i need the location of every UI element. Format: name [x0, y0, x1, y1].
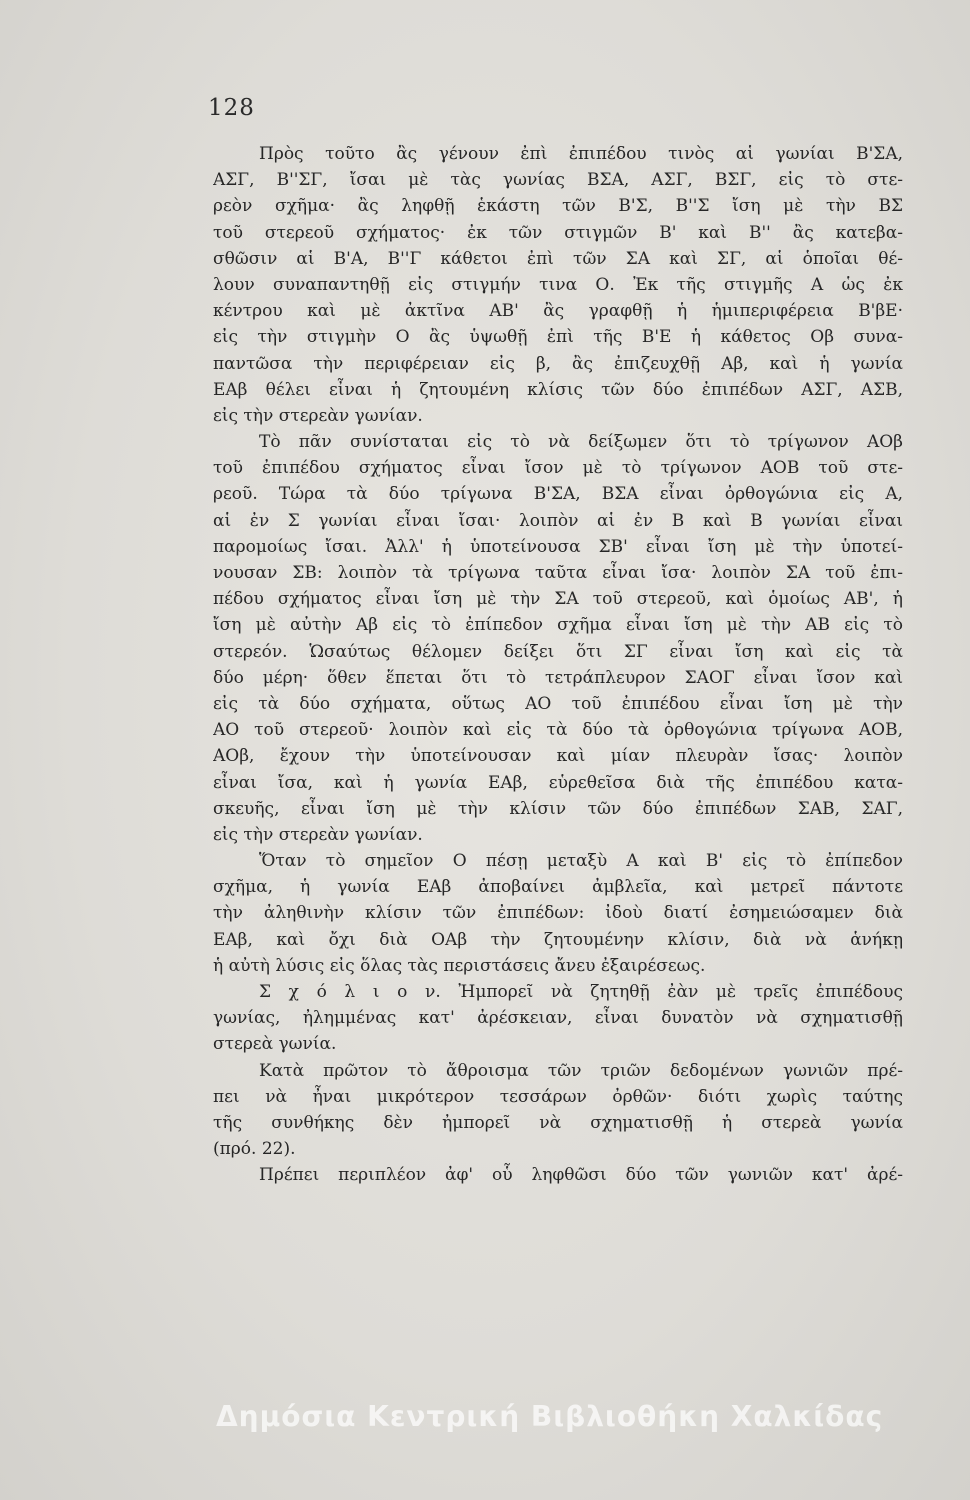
text-line: τοῦ ἐπιπέδου σχήματος εἶναι ἴσον μὲ τὸ τρίγωνον ΑΟΒ τοῦ στε- — [213, 458, 903, 479]
text-line: σκευῆς, εἶναι ἴση μὲ τὴν κλίσιν τῶν δύο ἐπιπέδων ΣΑΒ, ΣΑΓ, — [213, 798, 903, 819]
text-line: ΑΟ τοῦ στερεοῦ· λοιπὸν καὶ εἰς τὰ δύο τὰ ὀρθογώνια τρίγωνα ΑΟΒ, — [213, 720, 903, 741]
text-line: γωνίας, ἠλημμένας κατ' ἀρέσκειαν, εἶναι δυνατὸν νὰ σχηματισθῇ — [213, 1008, 903, 1029]
text-line: εἰς τὰ δύο σχήματα, οὕτως ΑΟ τοῦ ἐπιπέδου εἶναι ἴση μὲ τὴν — [213, 693, 903, 714]
text-line: στερεὰ γωνία. — [213, 1034, 337, 1055]
text-line: Τὸ πᾶν συνίσταται εἰς τὸ νὰ δείξωμεν ὅτι τὸ τρίγωνον ΑΟβ — [259, 432, 903, 453]
text-line: παρομοίως ἴσαι. Ἀλλ' ἡ ὑποτείνουσα ΣΒ' εἶναι ἴση μὲ τὴν ὑποτεί- — [213, 536, 903, 557]
text-line: τὴν ἀληθινὴν κλίσιν τῶν ἐπιπέδων: ἰδοὺ διατί ἐσημειώσαμεν διὰ — [213, 903, 903, 924]
text-line: Ὅταν τὸ σημεῖον Ο πέσῃ μεταξὺ Α καὶ Β' εἰς τὸ ἐπίπεδον — [259, 851, 903, 872]
text-line: αἱ ἐν Σ γωνίαι εἶναι ἴσαι· λοιπὸν αἱ ἐν Β καὶ Β γωνίαι εἶναι — [213, 510, 903, 531]
text-line: παντῶσα τὴν περιφέρειαν εἰς β, ἂς ἐπιζευχθῇ Αβ, καὶ ἡ γωνία — [213, 353, 903, 374]
text-line: δύο μέρη· ὅθεν ἕπεται ὅτι τὸ τετράπλευρον ΣΑΟΓ εἶναι ἴσον καὶ — [213, 667, 903, 688]
text-line: εἶναι ἴσα, καὶ ἡ γωνία ΕΑβ, εὑρεθεῖσα διὰ τῆς ἐπιπέδου κατα- — [213, 772, 903, 793]
text-line: εἰς τὴν στερεὰν γωνίαν. — [213, 405, 423, 426]
text-line: ΑΟβ, ἔχουν τὴν ὑποτείνουσαν καὶ μίαν πλευρὰν ἴσας· λοιπὸν — [213, 746, 903, 767]
text-line: ρεὸν σχῆμα· ἂς ληφθῇ ἑκάστη τῶν Β'Σ, Β''Σ ἴση μὲ τὴν ΒΣ — [213, 196, 903, 217]
text-line: ΑΣΓ, Β''ΣΓ, ἴσαι μὲ τὰς γωνίας ΒΣΑ, ΑΣΓ, ΒΣΓ, εἰς τὸ στε- — [213, 170, 903, 191]
text-line: ἡ αὐτὴ λύσις εἰς ὅλας τὰς περιστάσεις ἄνευ ἐξαιρέσεως. — [213, 955, 706, 976]
text-line: ΕΑβ θέλει εἶναι ἡ ζητουμένη κλίσις τῶν δύο ἐπιπέδων ΑΣΓ, ΑΣΒ, — [213, 379, 903, 400]
text-line: Πρὸς τοῦτο ἂς γένουν ἐπὶ ἐπιπέδου τινὸς αἱ γωνίαι Β'ΣΑ, — [259, 144, 903, 164]
text-line: Σ χ ό λ ι ο ν. Ἠμπορεῖ νὰ ζητηθῇ ἐὰν μὲ τρεῖς ἐπιπέδους — [259, 982, 903, 1002]
text-line: σχῆμα, ἡ γωνία ΕΑβ ἀποβαίνει ἀμβλεῖα, καὶ μετρεῖ πάντοτε — [213, 877, 903, 898]
text-line: εἰς τὴν στερεὰν γωνίαν. — [213, 824, 423, 845]
text-line: εἰς τὴν στιγμὴν Ο ἂς ὑψωθῇ ἐπὶ τῆς Β'Ε ἡ κάθετος Οβ συνα- — [213, 327, 903, 348]
text-line: ΕΑβ, καὶ ὄχι διὰ ΟΑβ τὴν ζητουμένην κλίσιν, διὰ νὰ ἁνήκῃ — [213, 929, 903, 950]
text-line: ἴση μὲ αὐτὴν Αβ εἰς τὸ ἐπίπεδον σχῆμα εἶναι ἴση μὲ τὴν ΑΒ εἰς τὸ — [213, 615, 903, 636]
text-line: πει νὰ ἦναι μικρότερον τεσσάρων ὀρθῶν· διότι χωρὶς ταύτης — [213, 1086, 903, 1107]
text-line: νουσαν ΣΒ: λοιπὸν τὰ τρίγωνα ταῦτα εἶναι ἴσα· λοιπὸν ΣΑ τοῦ ἐπι- — [213, 563, 903, 583]
text-line: λουν συναπαντηθῇ εἰς στιγμήν τινα Ο. Ἐκ τῆς στιγμῆς Α ὡς ἐκ — [213, 274, 903, 295]
body-text — [213, 141, 903, 1189]
text-line: Κατὰ πρῶτον τὸ ἄθροισμα τῶν τριῶν δεδομένων γωνιῶν πρέ- — [259, 1060, 903, 1081]
page-number: 128 — [208, 95, 255, 121]
library-watermark: Δημόσια Κεντρική Βιβλιοθήκη Χαλκίδας — [216, 1400, 884, 1433]
text-line: (πρό. 22). — [213, 1139, 296, 1160]
text-line: τῆς συνθήκης δὲν ἠμπορεῖ νὰ σχηματισθῇ ἡ στερεὰ γωνία — [213, 1112, 903, 1133]
text-line: τοῦ στερεοῦ σχήματος· ἐκ τῶν στιγμῶν Β' καὶ Β'' ἂς κατεβα- — [213, 222, 903, 243]
text-line: Πρέπει περιπλέον ἀφ' οὗ ληφθῶσι δύο τῶν γωνιῶν κατ' ἀρέ- — [259, 1165, 903, 1186]
text-line: στερεόν. Ὡσαύτως θέλομεν δείξει ὅτι ΣΓ εἶναι ἴση καὶ εἰς τὰ — [213, 641, 903, 662]
text-line: πέδου σχήματος εἶναι ἴση μὲ τὴν ΣΑ τοῦ στερεοῦ, καὶ ὁμοίως ΑΒ', ἡ — [213, 589, 903, 610]
text-line: ρεοῦ. Τώρα τὰ δύο τρίγωνα Β'ΣΑ, ΒΣΑ εἶναι ὀρθογώνια εἰς Α, — [213, 484, 903, 505]
text-line: σθῶσιν αἱ Β'Α, Β''Γ κάθετοι ἐπὶ τῶν ΣΑ καὶ ΣΓ, αἱ ὁποῖαι θέ- — [213, 248, 903, 269]
text-line: κέντρου καὶ μὲ ἀκτῖνα ΑΒ' ἂς γραφθῇ ἡ ἡμιπεριφέρεια Β'βΕ· — [213, 301, 903, 322]
